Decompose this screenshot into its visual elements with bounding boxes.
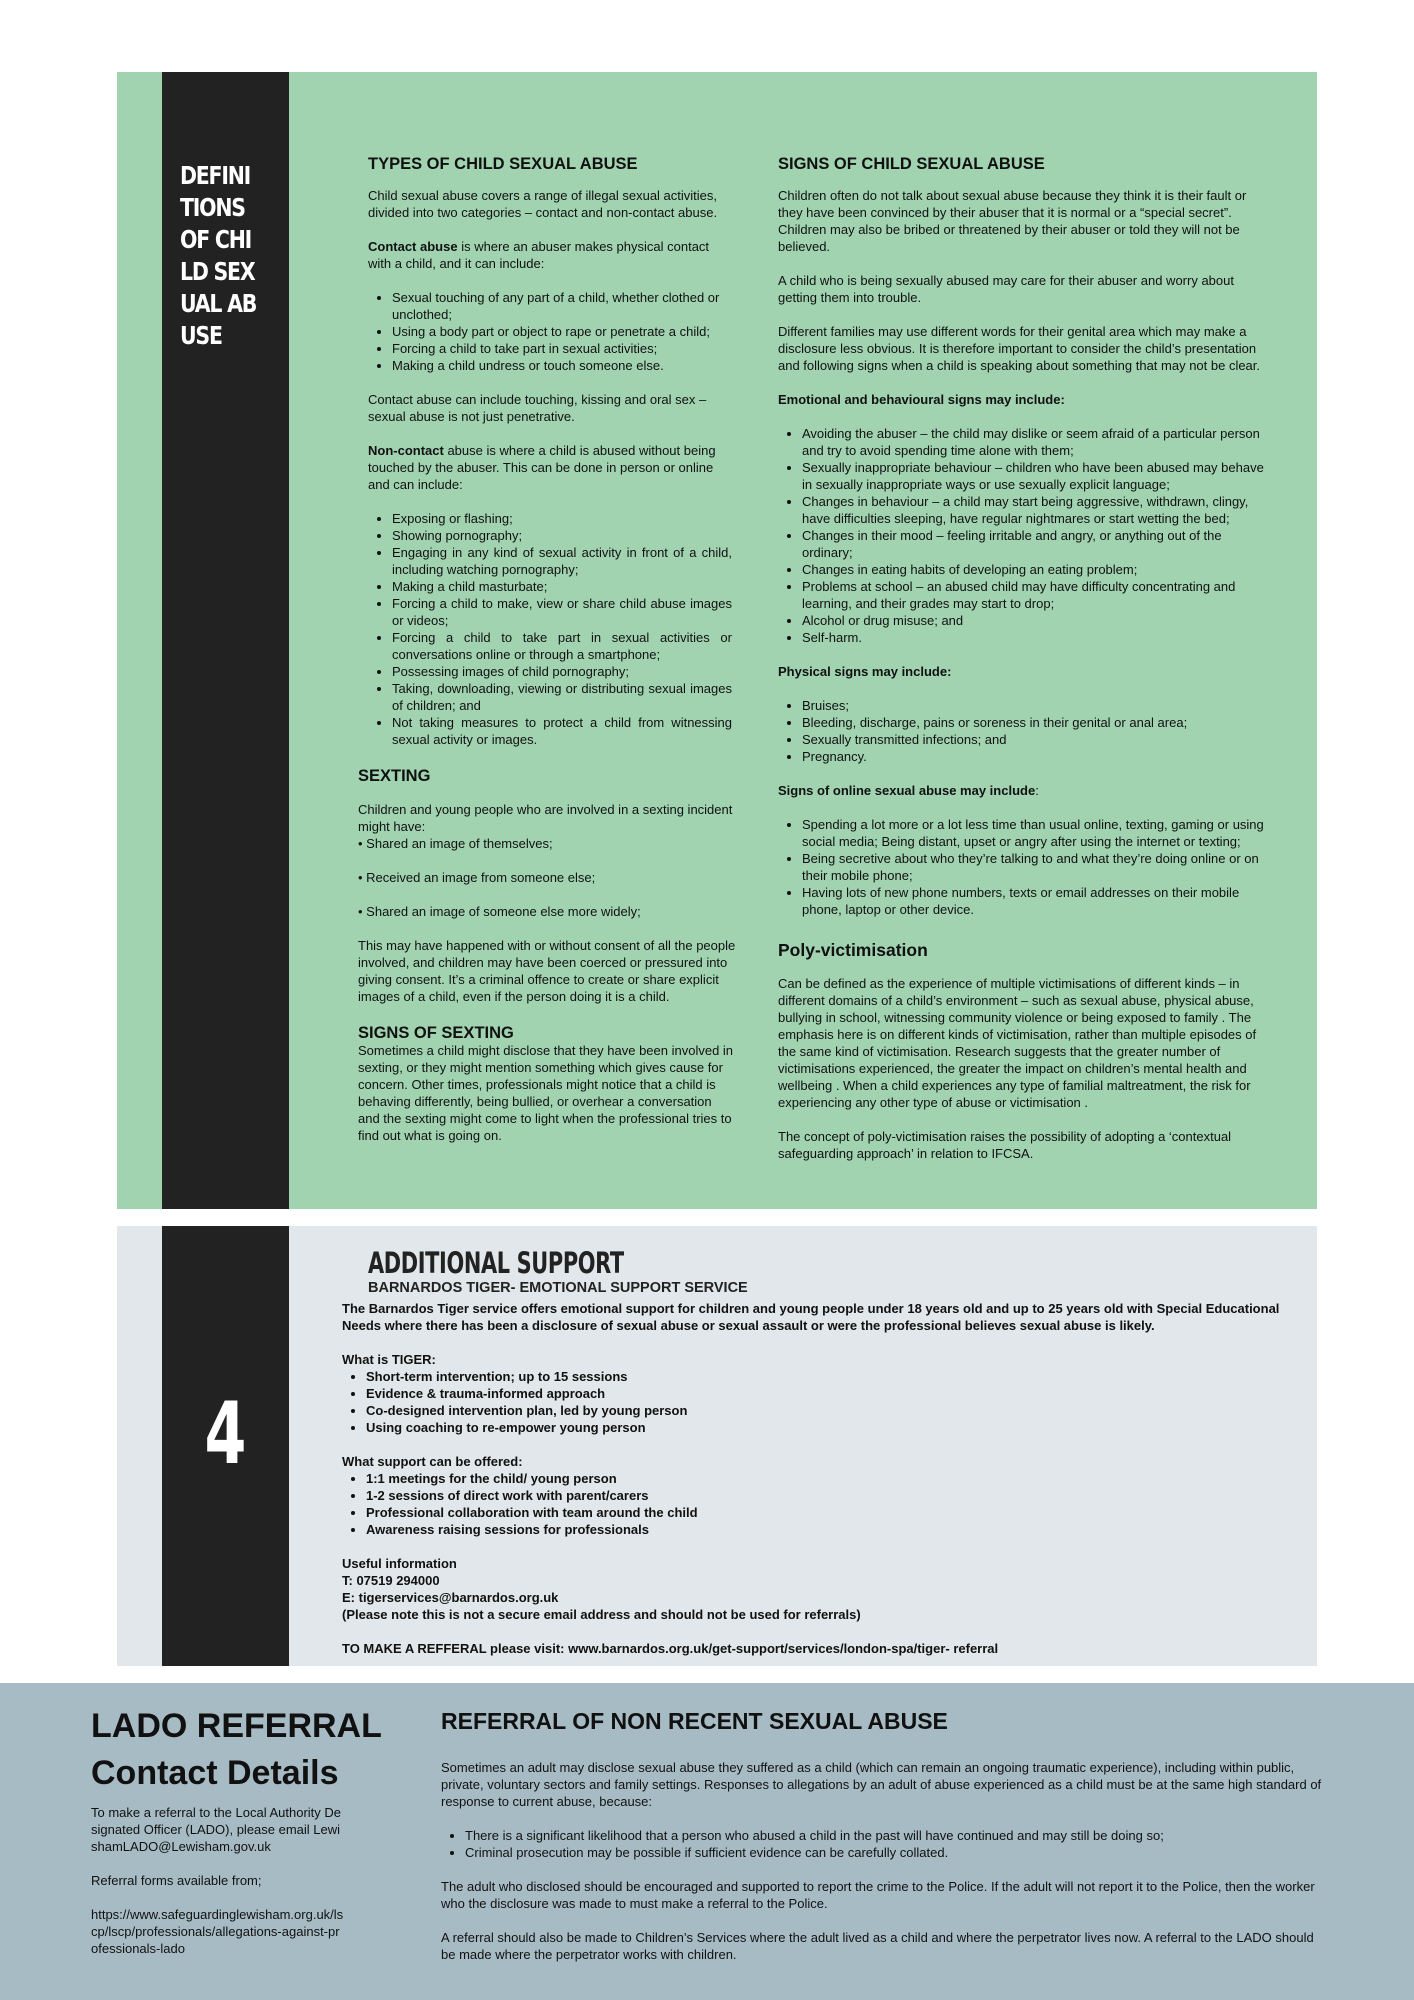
list-item: • Spending a lot more or a lot less time than usual online, texting, gaming or using social media; Being distant, upset or angry after using the internet or texting; <box>802 816 1272 850</box>
online-signs-heading-text: Signs of online sexual abuse may include <box>778 783 1036 798</box>
list-item: • 1:1 meetings for the child/ young person <box>366 1470 1297 1487</box>
list-item: • Self-harm. <box>802 629 1272 646</box>
section-number: 4 <box>204 1384 247 1484</box>
tiger-email-note: (Please note this is not a secure email address and should not be used for referrals) <box>342 1607 861 1622</box>
signs-of-sexting-heading: SIGNS OF SEXTING <box>358 1024 514 1042</box>
list-item: • Awareness raising sessions for professionals <box>366 1521 1297 1538</box>
list-item: • Bleeding, discharge, pains or soreness in their genital or anal area; <box>802 714 1272 731</box>
tiger-intro: The Barnardos Tiger service offers emotional support for children and young people under 18 years old and up to 25 years old with Special Educational Needs where there has been a disclosure of sexual abuse or sexual assault or were the professional believes sexual abuse is likely. <box>342 1301 1280 1333</box>
non-recent-paragraph: A referral should also be made to Children’s Services where the adult lived as a child and where the perpetrator lives now. A referral to the LADO should be made where the perpetrator works with children. <box>441 1930 1314 1962</box>
lado-contact-details <box>91 1804 346 1957</box>
support-offered-list <box>342 1470 1297 1538</box>
list-item: • Showing pornography; <box>392 527 732 544</box>
physical-signs-list <box>778 697 1272 765</box>
list-item: • Sexually transmitted infections; and <box>802 731 1272 748</box>
emotional-signs-heading <box>778 391 1272 408</box>
non-recent-list <box>441 1827 1323 1861</box>
tiger-phone: T: 07519 294000 <box>342 1573 440 1588</box>
noncontact-abuse-list <box>368 510 732 748</box>
contact-abuse-list <box>368 289 732 374</box>
definitions-left-column <box>358 155 736 1144</box>
emotional-signs-list <box>778 425 1272 646</box>
list-item: • Being secretive about who they’re talking to and what they’re doing online or on their mobile phone; <box>802 850 1272 884</box>
additional-support-section <box>117 1226 1317 1666</box>
sexting-heading: SEXTING <box>358 767 431 785</box>
lado-title-line: Contact Details <box>91 1754 339 1792</box>
contact-abuse-text: is where an abuser makes physical contact with a child, and it can include: <box>368 239 710 271</box>
additional-support-title: ADDITIONAL SUPPORT <box>368 1246 624 1280</box>
list-item: • Changes in eating habits of developing an eating problem; <box>802 561 1272 578</box>
tiger-referral-link: TO MAKE A REFFERAL please visit: www.barnardos.org.uk/get-support/services/london-spa/tiger- referral <box>342 1641 999 1656</box>
list-item: • Engaging in any kind of sexual activity in front of a child, including watching pornography; <box>392 544 732 578</box>
emotional-signs-heading-text: Emotional and behavioural signs may include: <box>778 392 1065 407</box>
noncontact-abuse-text: abuse is where a child is abused without being touched by the abuser. This can be done in person or online and can include: <box>368 443 716 492</box>
list-item: • Making a child masturbate; <box>392 578 732 595</box>
sexting-item: • Shared an image of someone else more widely; <box>358 904 641 919</box>
non-recent-heading: REFERRAL OF NON RECENT SEXUAL ABUSE <box>441 1708 948 1734</box>
list-item: • Changes in behaviour – a child may start being aggressive, withdrawn, clingy, have difficulties sleeping, have regular nightmares or start wetting the bed; <box>802 493 1272 527</box>
contact-abuse-paragraph <box>368 238 732 272</box>
types-heading: TYPES OF CHILD SEXUAL ABUSE <box>368 155 638 173</box>
online-signs-list <box>778 816 1272 918</box>
sexting-item: • Received an image from someone else; <box>358 870 596 885</box>
support-side-bar <box>162 1226 289 1666</box>
signs-paragraph: A child who is being sexually abused may care for their abuser and worry about getting them into trouble. <box>778 273 1234 305</box>
online-signs-heading <box>778 782 1272 799</box>
online-signs-colon: : <box>1035 783 1039 798</box>
list-item: • Sexually inappropriate behaviour – children who have been abused may behave in sexually inappropriate ways or use sexually explicit language; <box>802 459 1272 493</box>
list-item: • Using a body part or object to rape or penetrate a child; <box>392 323 732 340</box>
physical-signs-heading-text: Physical signs may include: <box>778 664 952 679</box>
signs-heading: SIGNS OF CHILD SEXUAL ABUSE <box>778 155 1045 173</box>
signs-of-sexting-body: Sometimes a child might disclose that they have been involved in sexting, or they might mention something which gives cause for concern. Other times, professionals might notice that a child is behaving differently, being bullied, or overhear a conversation and the sexting might come to light when the professional tries to find out what is going on. <box>358 1043 734 1143</box>
list-item: • Possessing images of child pornography; <box>392 663 732 680</box>
list-item: • There is a significant likelihood that a person who abused a child in the past will have continued and may still be doing so; <box>465 1827 1323 1844</box>
non-recent-paragraph: The adult who disclosed should be encouraged and supported to report the crime to the Police. If the adult will not report it to the Police, then the worker who the disclosure was made to must make a referral to the Police. <box>441 1879 1315 1911</box>
list-item: • Taking, downloading, viewing or distributing sexual images of children; and <box>392 680 732 714</box>
what-is-tiger-list <box>342 1368 1297 1436</box>
sexting-intro: Children and young people who are involved in a sexting incident might have: <box>358 802 733 834</box>
lado-title <box>91 1703 391 1797</box>
definitions-side-bar <box>162 72 289 1209</box>
sexting-block <box>358 768 736 1144</box>
list-item: • Alcohol or drug misuse; and <box>802 612 1272 629</box>
list-item: • Forcing a child to make, view or share child abuse images or videos; <box>392 595 732 629</box>
list-item: • Avoiding the abuser – the child may dislike or seem afraid of a particular person and try to avoid spending time alone with them; <box>802 425 1272 459</box>
types-intro: Child sexual abuse covers a range of illegal sexual activities, divided into two categories – contact and non-contact abuse. <box>368 188 718 220</box>
noncontact-abuse-paragraph <box>368 442 732 493</box>
non-recent-abuse-block <box>441 1707 1323 1963</box>
list-item: • Having lots of new phone numbers, texts or email addresses on their mobile phone, laptop or other device. <box>802 884 1272 918</box>
list-item: • Bruises; <box>802 697 1272 714</box>
list-item: • Making a child undress or touch someone else. <box>392 357 732 374</box>
poly-victimisation-paragraph: The concept of poly-victimisation raises the possibility of adopting a ‘contextual safeguarding approach’ in relation to IFCSA. <box>778 1129 1232 1161</box>
signs-paragraph: Children often do not talk about sexual abuse because they think it is their fault or they have been convinced by their abuser that it is normal or a “special secret”. Children may also be bribed or threatened by their abuser or told they will not be believed. <box>778 188 1247 254</box>
poly-victimisation-heading: Poly-victimisation <box>778 940 928 960</box>
list-item: • Pregnancy. <box>802 748 1272 765</box>
noncontact-abuse-lead: Non-contact <box>368 443 444 458</box>
sexting-body: This may have happened with or without consent of all the people involved, and children may have been coerced or pressured into giving consent. It’s a criminal offence to create or share explicit images of a child, even if the person doing it is a child. <box>358 938 736 1004</box>
support-offered-heading: What support can be offered: <box>342 1454 523 1469</box>
list-item: • Problems at school – an abused child may have difficulty concentrating and learning, and their grades may start to drop; <box>802 578 1272 612</box>
list-item: • Changes in their mood – feeling irritable and angry, or anything out of the ordinary; <box>802 527 1272 561</box>
physical-signs-heading <box>778 663 1272 680</box>
signs-paragraph: Different families may use different words for their genital area which may make a disclosure less obvious. It is therefore important to consider the child’s presentation and following signs when a child is speaking about something that may not be clear. <box>778 324 1261 373</box>
lado-forms-label: Referral forms available from; <box>91 1873 262 1888</box>
lado-section <box>0 1683 1414 2000</box>
what-is-tiger-heading: What is TIGER: <box>342 1352 436 1367</box>
list-item: • Criminal prosecution may be possible if sufficient evidence can be carefully collated. <box>465 1844 1323 1861</box>
definitions-side-title: DEFINITIONS OF CHILD SEXUAL ABUSE <box>180 161 257 350</box>
list-item: • Evidence & trauma-informed approach <box>366 1385 1297 1402</box>
list-item: • Co-designed intervention plan, led by young person <box>366 1402 1297 1419</box>
lado-email-paragraph: To make a referral to the Local Authority Designated Officer (LADO), please email LewishamLADO@Lewisham.gov.uk <box>91 1805 342 1854</box>
tiger-service-body <box>342 1300 1297 1657</box>
sexting-item: • Shared an image of themselves; <box>358 836 553 851</box>
contact-abuse-lead: Contact abuse <box>368 239 458 254</box>
list-item: • Sexual touching of any part of a child, whether clothed or unclothed; <box>392 289 732 323</box>
contact-abuse-note: Contact abuse can include touching, kissing and oral sex – sexual abuse is not just penetrative. <box>368 392 707 424</box>
list-item: • Not taking measures to protect a child from witnessing sexual activity or images. <box>392 714 732 748</box>
list-item: • Forcing a child to take part in sexual activities or conversations online or through a smartphone; <box>392 629 732 663</box>
list-item: • 1-2 sessions of direct work with parent/carers <box>366 1487 1297 1504</box>
list-item: • Short-term intervention; up to 15 sessions <box>366 1368 1297 1385</box>
non-recent-paragraph: Sometimes an adult may disclose sexual abuse they suffered as a child (which can remain an ongoing traumatic experience), including within public, private, voluntary sectors and family settings. Responses to allegations by an adult of abuse experienced as a child must be at the same high standard of response to current abuse, because: <box>441 1760 1322 1809</box>
definitions-section <box>117 72 1317 1209</box>
tiger-email: E: tigerservices@barnardos.org.uk <box>342 1590 559 1605</box>
list-item: • Forcing a child to take part in sexual activities; <box>392 340 732 357</box>
list-item: • Using coaching to re-empower young person <box>366 1419 1297 1436</box>
list-item: • Exposing or flashing; <box>392 510 732 527</box>
lado-forms-link: https://www.safeguardinglewisham.org.uk/lscp/lscp/professionals/allegations-against-professionals-lado <box>91 1907 344 1956</box>
lado-title-line: LADO REFERRAL <box>91 1707 382 1745</box>
definitions-right-column <box>778 156 1272 1162</box>
list-item: • Professional collaboration with team around the child <box>366 1504 1297 1521</box>
useful-information-heading: Useful information <box>342 1556 457 1571</box>
tiger-service-subtitle: BARNARDOS TIGER- EMOTIONAL SUPPORT SERVICE <box>368 1280 748 1296</box>
poly-victimisation-paragraph: Can be defined as the experience of multiple victimisations of different kinds – in different domains of a child’s environment – such as sexual abuse, physical abuse, bullying in school, witnessing community violence or being exposed to family . The emphasis here is on different kinds of victimisation, rather than multiple episodes of the same kind of victimisation. Research suggests that the greater number of victimisations experienced, the greater the impact on children’s mental health and wellbeing . When a child experiences any type of familial maltreatment, the risk for experiencing any other type of abuse or victimisation . <box>778 976 1257 1110</box>
